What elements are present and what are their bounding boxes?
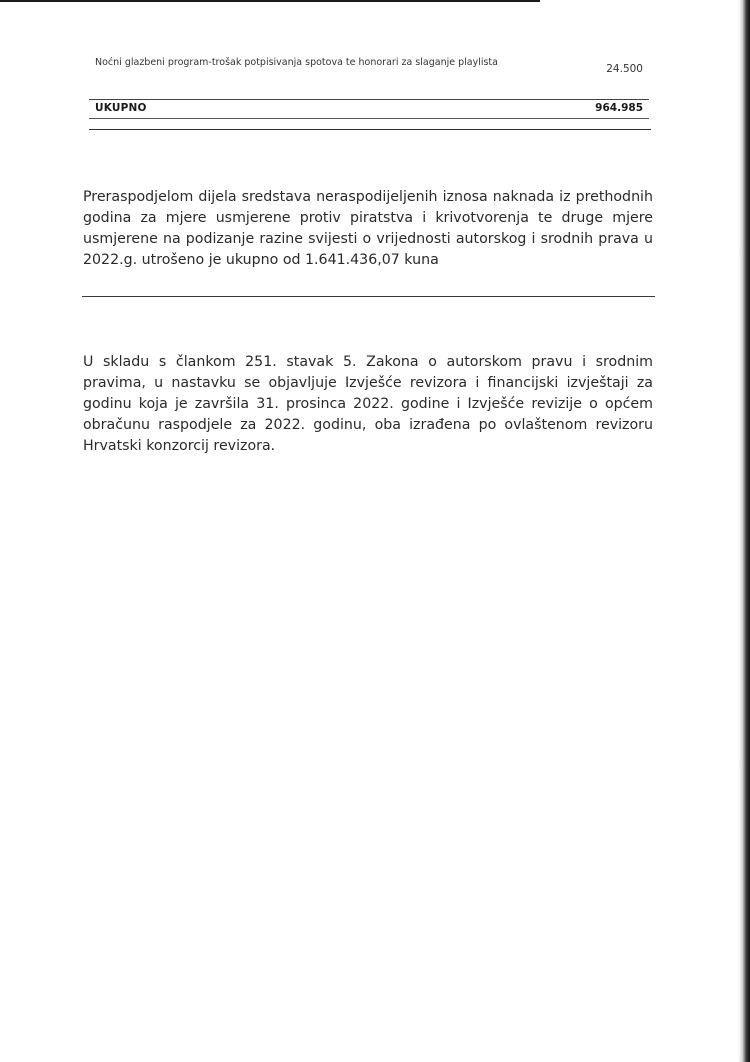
paragraph-audit-notice: U skladu s člankom 251. stavak 5. Zakona o autorskom pravu i srodnim pravima, u nastavku se objavljuje Izvješće revizora i financijski izvještaji za godinu koja je završila 31. prosinca 2022. godine i Izvješće revizije o općem obračunu raspodjele za 2022. godinu, oba izrađena po ovlaštenom revizoru Hrvatski konzorcij revizora. bbox=[83, 354, 653, 454]
row-description: Noćni glazbeni program-trošak potpisivanja spotova te honorari za slaganje playlista bbox=[95, 57, 498, 68]
section-divider bbox=[82, 296, 655, 297]
total-row bbox=[95, 102, 643, 118]
scan-top-edge bbox=[0, 0, 540, 2]
table-divider bbox=[89, 118, 649, 119]
scan-right-edge bbox=[738, 0, 750, 1062]
total-label: UKUPNO bbox=[95, 102, 147, 114]
paragraph-redistribution: Preraspodjelom dijela sredstava neraspodijeljenih iznosa naknada iz prethodnih godina za mjere usmjerene protiv piratstva i krivotvorenja te druge mjere usmjerene na podizanje razine svijesti o vrijednosti autorskog i srodnih prava u 2022.g. utrošeno je ukupno od 1.641.436,07 kuna bbox=[83, 189, 653, 268]
total-amount: 964.985 bbox=[595, 102, 643, 114]
table-bottom-rule bbox=[89, 129, 651, 130]
table-divider bbox=[89, 99, 649, 100]
row-amount: 24.500 bbox=[606, 63, 643, 75]
